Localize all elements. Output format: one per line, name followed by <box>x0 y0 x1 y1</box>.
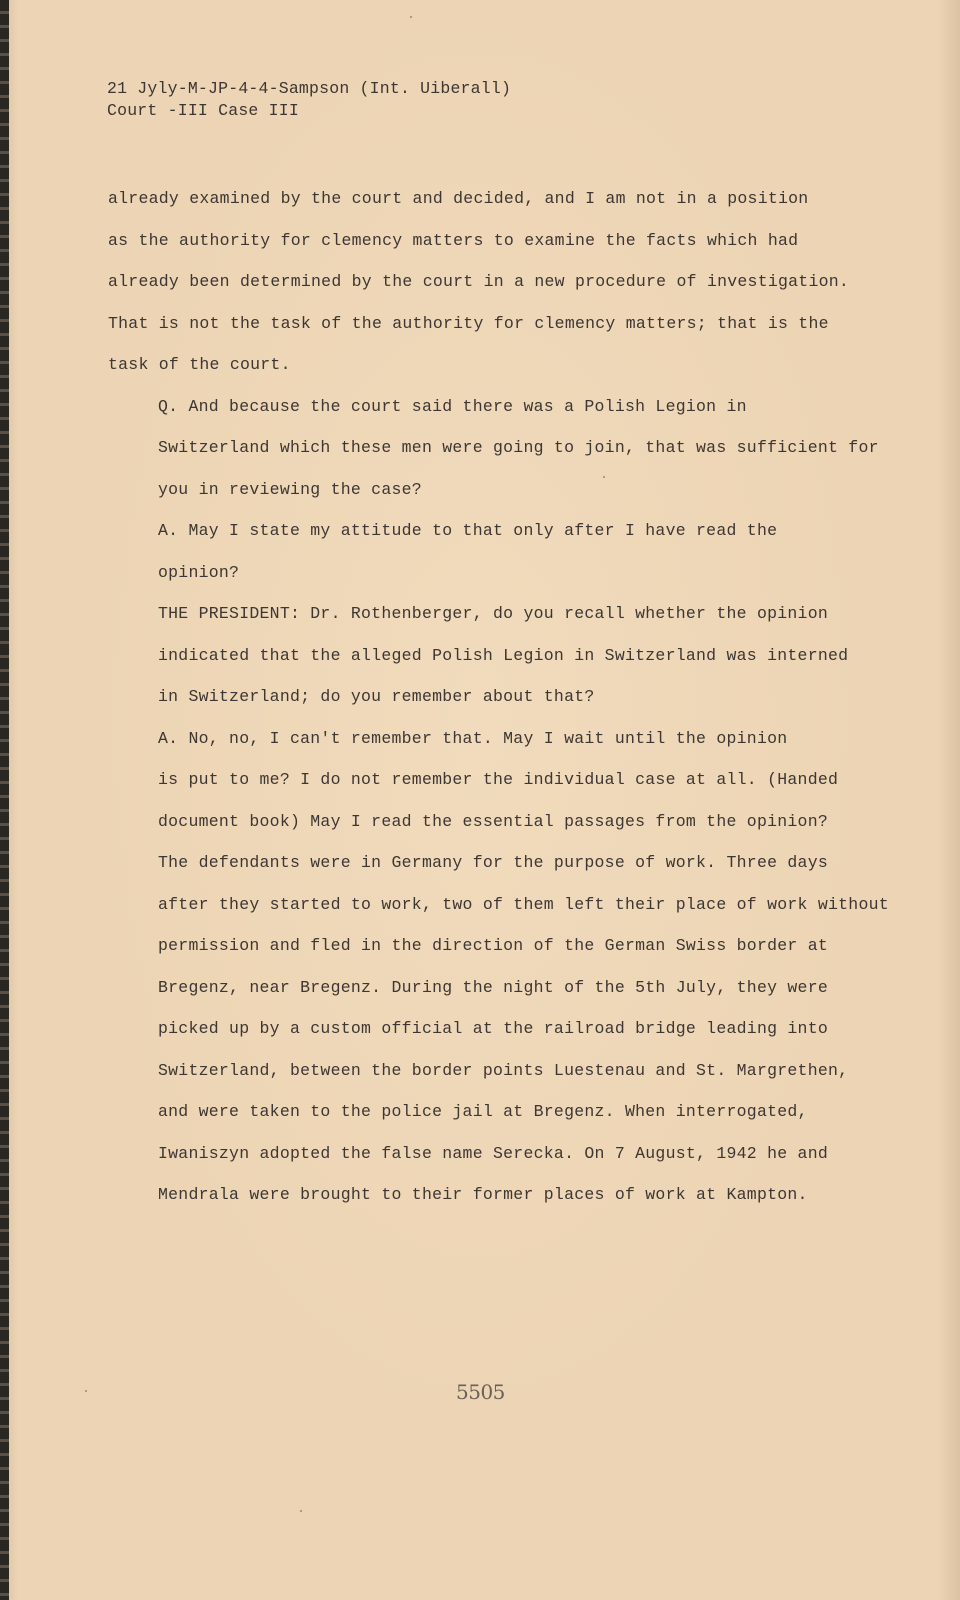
paragraph-answer-opinion: A. No, no, I can't remember that. May I wait until the opinion is put to me? I do not remember the individual case at all. (Handed document book) May I read the essential passages from the opinion? The defendants were in Germany for the purpose of work. Three days after they started to work, two of them left their place of work without permission and fled in the direction of the German Swiss border at Bregenz, near Bregenz. During the night of the 5th July, they were picked up by a custom official at the railroad bridge leading into Switzerland, between the border points Luestenau and St. Margrethen, and were taken to the police jail at Bregenz. When interrogated, Iwaniszyn adopted the false name Serecka. On 7 August, 1942 he and Mendrala were brought to their former places of work at Kampton. <box>158 728 889 1204</box>
header-court-line: Court -III Case III <box>107 101 299 120</box>
binding-edge <box>0 0 9 1600</box>
page-number: 5505 <box>456 1380 505 1404</box>
paragraph-continuation: already examined by the court and decided, and I am not in a position as the authority for clemency matters to examine the facts which had already been determined by the court in a new procedure of investigation. That is not the task of the authority for clemency matters; that is the task of the court. <box>108 189 850 374</box>
paper-speck <box>300 1510 302 1512</box>
paragraph-answer: A. May I state my attitude to that only after I have read the opinion? <box>158 521 778 582</box>
paper-speck <box>85 1390 87 1392</box>
paragraph-question: Q. And because the court said there was a Polish Legion in Switzerland which these men were going to join, that was sufficient for you in reviewing the case? <box>158 396 879 499</box>
transcript-body <box>108 178 908 1216</box>
paragraph-president-question: THE PRESIDENT: Dr. Rothenberger, do you recall whether the opinion indicated that the alleged Polish Legion in Switzerland was interned in Switzerland; do you remember about that? <box>158 604 849 706</box>
header-reference-line: 21 Jyly-M-JP-4-4-Sampson (Int. Uiberall) <box>107 79 512 98</box>
document-header <box>107 78 511 122</box>
paper-speck <box>603 476 605 478</box>
paper-speck <box>410 16 412 18</box>
